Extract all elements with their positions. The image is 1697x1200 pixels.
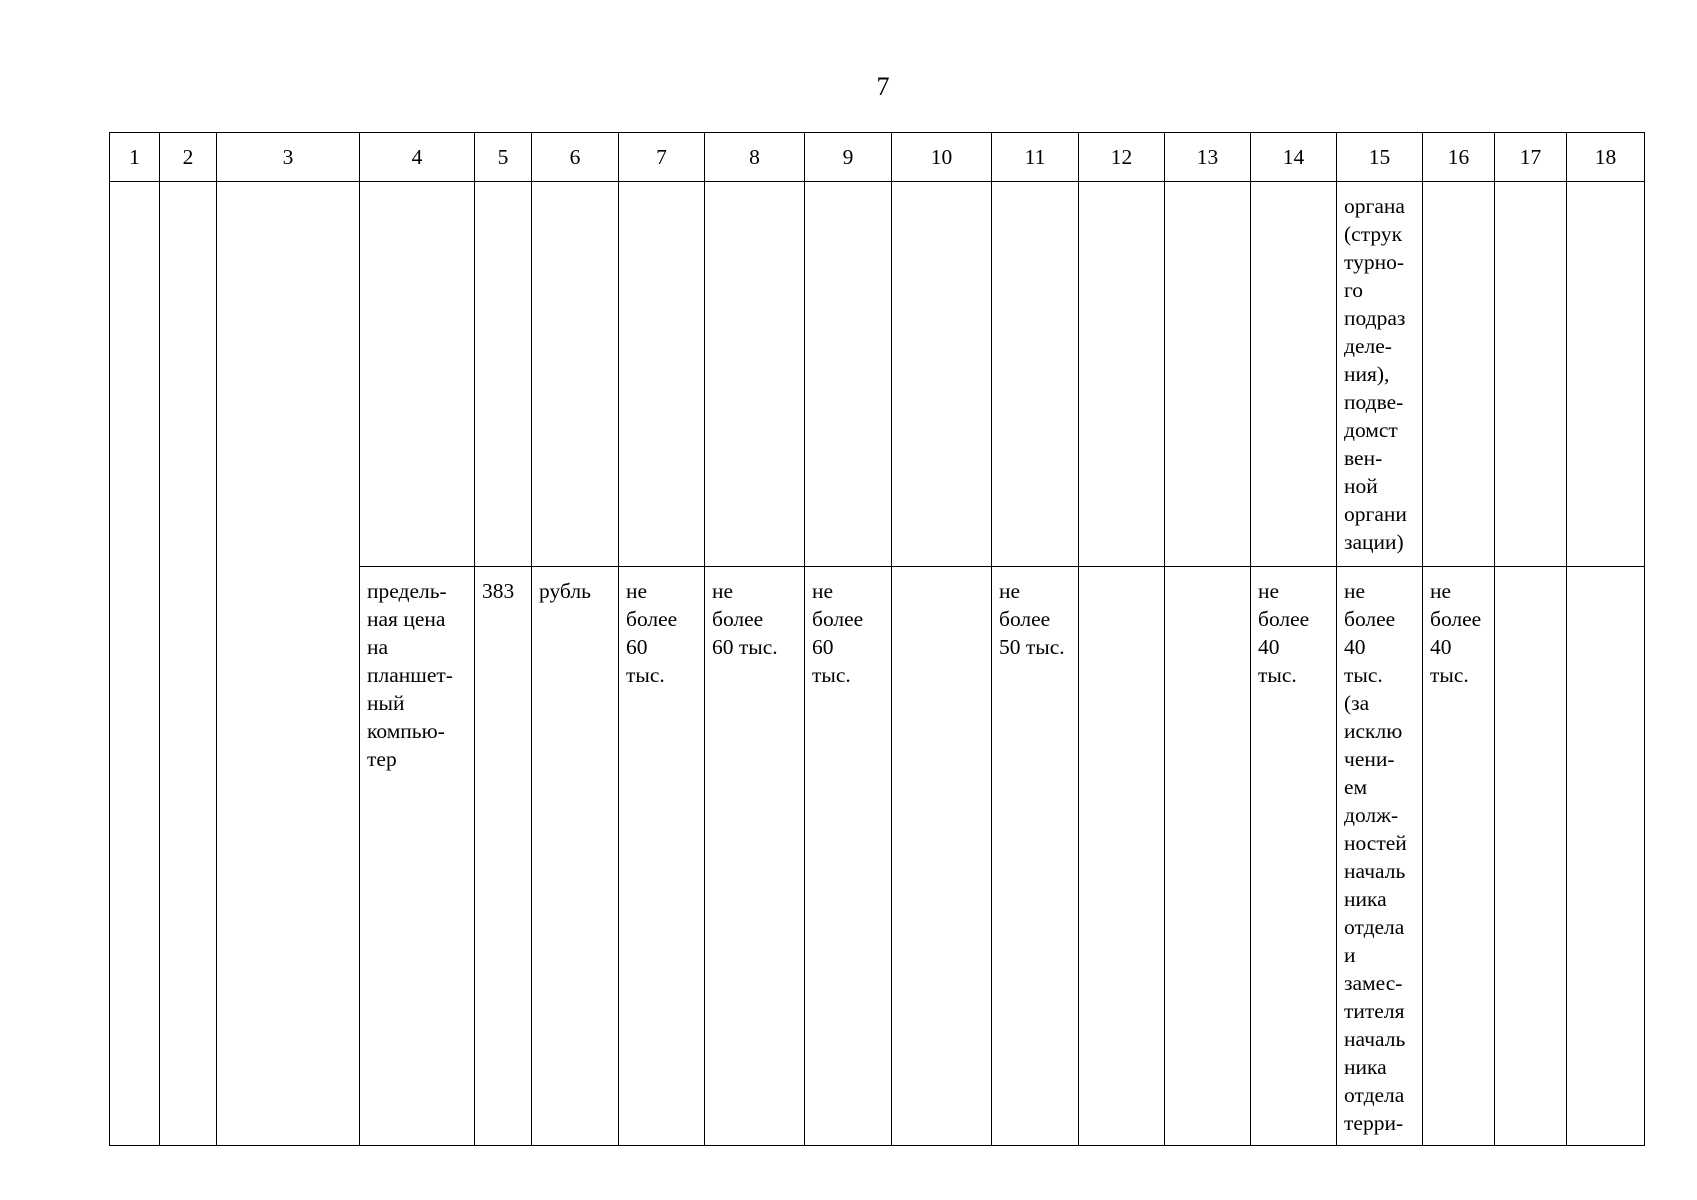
column-number-row <box>110 133 1645 182</box>
unit-name-text: рубль <box>539 579 591 603</box>
page-number: 7 <box>876 72 890 101</box>
table-cell <box>475 182 532 567</box>
limit-value-text <box>1567 567 1644 577</box>
unit-code-text: 383 <box>482 579 515 603</box>
table-cell <box>1079 182 1165 567</box>
limit-value-text: не более 40 тыс. <box>1430 579 1482 687</box>
table-cell <box>110 182 160 1146</box>
column-header: 17 <box>1495 133 1567 182</box>
table-cell <box>1251 182 1337 567</box>
table-cell <box>1165 182 1251 567</box>
table-cell <box>1251 567 1337 1146</box>
table-cell <box>1423 567 1495 1146</box>
table-cell <box>1495 182 1567 567</box>
table-cell <box>1337 567 1423 1146</box>
table-cell <box>160 182 217 1146</box>
limit-value-text: не более 40 тыс. <box>1258 579 1310 687</box>
limit-value-text <box>1079 567 1164 577</box>
column-header: 5 <box>475 133 532 182</box>
table-cell <box>1165 567 1251 1146</box>
table-cell <box>805 182 892 567</box>
table-cell <box>619 182 705 567</box>
limit-value-text <box>892 567 991 577</box>
table-cell <box>1567 567 1645 1146</box>
column-header: 16 <box>1423 133 1495 182</box>
limit-value-text: не более 60 тыс. <box>812 579 864 687</box>
column-header: 8 <box>705 133 805 182</box>
column-header: 4 <box>360 133 475 182</box>
table-cell <box>475 567 532 1146</box>
table-cell <box>532 182 619 567</box>
column-header: 11 <box>992 133 1079 182</box>
table-cell <box>1495 567 1567 1146</box>
column-header: 15 <box>1337 133 1423 182</box>
table-cell <box>705 182 805 567</box>
limit-value-text <box>1495 567 1566 577</box>
table-cell <box>705 567 805 1146</box>
limit-value-text: не более 40 тыс. (за исклю чени- ем долж- ностей началь ника отдела и замес- тителя началь ника отдела терри- <box>1344 579 1407 1135</box>
table-cell <box>1079 567 1165 1146</box>
column-header: 2 <box>160 133 217 182</box>
column-header: 7 <box>619 133 705 182</box>
column-header: 12 <box>1079 133 1165 182</box>
table-cell <box>992 567 1079 1146</box>
limit-value-text <box>1165 567 1250 577</box>
table-cell <box>892 567 992 1146</box>
column-header: 18 <box>1567 133 1645 182</box>
column-header: 1 <box>110 133 160 182</box>
table-row <box>110 182 1645 567</box>
column-header: 13 <box>1165 133 1251 182</box>
table-cell <box>1423 182 1495 567</box>
column-header: 10 <box>892 133 992 182</box>
organization-note-text: органа (струк турно- го подраз деле- ния), подве- домст вен- ной органи зации) <box>1344 194 1407 554</box>
item-name-text: предель- ная цена на планшет- ный компью- тер <box>367 579 453 771</box>
table-cell <box>805 567 892 1146</box>
table-cell <box>360 567 475 1146</box>
column-header: 14 <box>1251 133 1337 182</box>
table-cell <box>892 182 992 567</box>
table-cell <box>532 567 619 1146</box>
limit-value-text: не более 60 тыс. <box>712 579 778 659</box>
table-cell <box>1567 182 1645 567</box>
table-cell <box>619 567 705 1146</box>
column-header: 3 <box>217 133 360 182</box>
table-cell <box>992 182 1079 567</box>
table-cell <box>360 182 475 567</box>
limit-value-text: не более 60 тыс. <box>626 579 678 687</box>
norms-table <box>109 132 1645 1146</box>
table-cell <box>1337 182 1423 567</box>
column-header: 6 <box>532 133 619 182</box>
limit-value-text: не более 50 тыс. <box>999 579 1065 659</box>
table-cell <box>217 182 360 1146</box>
column-header: 9 <box>805 133 892 182</box>
